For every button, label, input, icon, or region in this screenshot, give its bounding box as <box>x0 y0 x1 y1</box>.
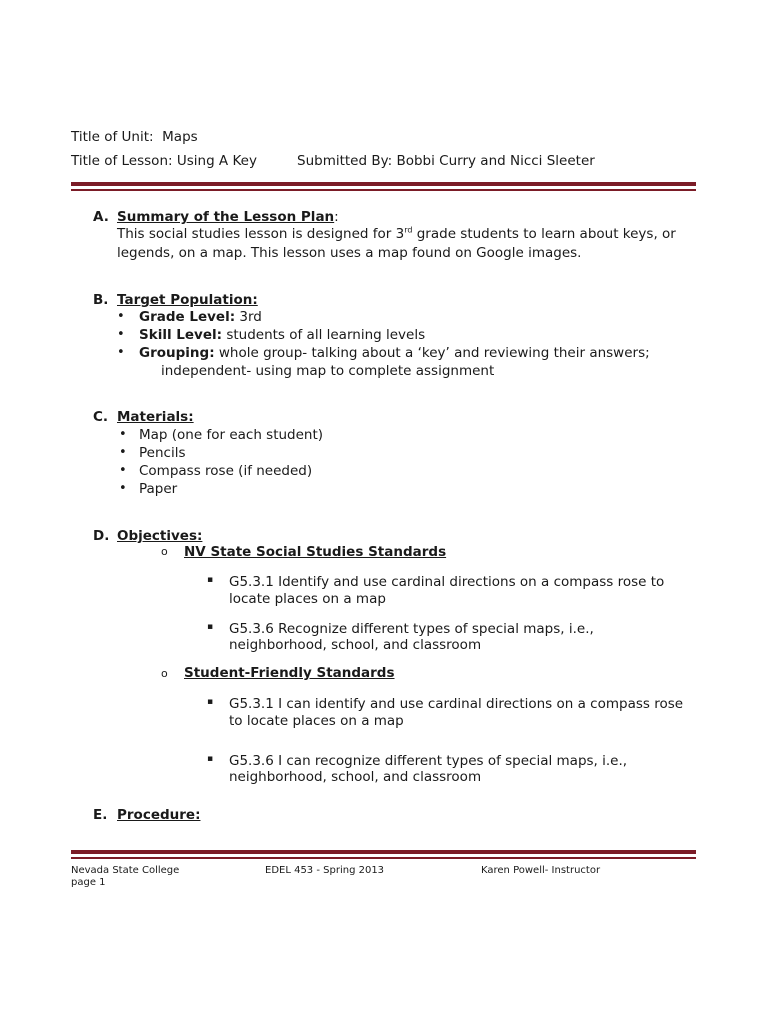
submitted-by-label: Submitted By: <box>297 153 393 169</box>
material-item: Map (one for each student) <box>139 427 324 443</box>
grouping-label: Grouping: <box>139 345 215 361</box>
list-item-grade-level <box>139 309 262 325</box>
section-a-colon: : <box>334 209 339 225</box>
objective-line: G5.3.1 Identify and use cardinal directions on a compass rose to <box>229 574 665 590</box>
submitted-by-value: Bobbi Curry and Nicci Sleeter <box>396 153 595 169</box>
header-rule-thin <box>71 189 696 191</box>
circle-bullet-icon: o <box>161 545 168 558</box>
objective-line: locate places on a map <box>229 591 386 607</box>
section-c-heading: Materials: <box>117 409 194 425</box>
footer-rule-thick <box>71 850 696 854</box>
list-item-grouping <box>139 345 650 361</box>
section-d-letter: D. <box>93 528 110 544</box>
summary-line-2: legends, on a map. This lesson uses a map found on Google images. <box>117 245 582 261</box>
section-c-letter: C. <box>93 409 109 425</box>
lesson-title-value: Using A Key <box>176 153 257 169</box>
section-e-heading: Procedure: <box>117 807 201 823</box>
summary-line-1-after: grade students to learn about keys, or <box>412 226 676 242</box>
bullet-icon: • <box>117 345 125 360</box>
objective-line: to locate places on a map <box>229 713 404 729</box>
footer-instructor: Karen Powell- Instructor <box>481 865 601 876</box>
summary-line-1-sup: rd <box>404 225 413 235</box>
bullet-icon: • <box>119 427 127 442</box>
square-bullet-icon: ▪ <box>207 754 214 764</box>
submitted-by <box>297 153 595 169</box>
section-a-heading-wrap <box>117 209 339 225</box>
objective-line: neighborhood, school, and classroom <box>229 769 482 785</box>
objective-line: G5.3.1 I can identify and use cardinal directions on a compass rose <box>229 696 684 712</box>
objective-line: G5.3.6 Recognize different types of special maps, i.e., <box>229 621 594 637</box>
grouping-continuation: independent- using map to complete assignment <box>161 363 495 379</box>
lesson-title <box>71 153 257 169</box>
bullet-icon: • <box>119 481 127 496</box>
unit-title-value: Maps <box>162 129 198 145</box>
header-rule-thick <box>71 182 696 186</box>
section-b-letter: B. <box>93 292 109 308</box>
grade-level-text: 3rd <box>235 309 262 325</box>
section-a-letter: A. <box>93 209 109 225</box>
lesson-title-label: Title of Lesson: <box>71 153 173 169</box>
square-bullet-icon: ▪ <box>207 622 214 632</box>
skill-level-text: students of all learning levels <box>222 327 426 343</box>
material-item: Pencils <box>139 445 186 461</box>
skill-level-label: Skill Level: <box>139 327 223 343</box>
square-bullet-icon: ▪ <box>207 697 214 707</box>
summary-line-1-before: This social studies lesson is designed for 3 <box>117 226 405 242</box>
footer-course: EDEL 453 - Spring 2013 <box>265 865 385 876</box>
objectives-group-title: NV State Social Studies Standards <box>184 544 447 560</box>
footer-rule-thin <box>71 857 696 859</box>
material-item: Compass rose (if needed) <box>139 463 313 479</box>
footer-college: Nevada State College <box>71 865 180 876</box>
grouping-text: whole group- talking about a ‘key’ and reviewing their answers; <box>214 345 650 361</box>
material-item: Paper <box>139 481 178 497</box>
footer-page-number: page 1 <box>71 877 106 888</box>
objective-line: G5.3.6 I can recognize different types of special maps, i.e., <box>229 753 628 769</box>
section-a-heading: Summary of the Lesson Plan <box>117 209 335 225</box>
section-e-letter: E. <box>93 807 108 823</box>
square-bullet-icon: ▪ <box>207 575 214 585</box>
summary-line-1 <box>117 226 676 242</box>
objective-line: neighborhood, school, and classroom <box>229 637 482 653</box>
bullet-icon: • <box>119 463 127 478</box>
bullet-icon: • <box>117 309 125 324</box>
bullet-icon: • <box>119 445 127 460</box>
bullet-icon: • <box>117 327 125 342</box>
circle-bullet-icon: o <box>161 667 168 680</box>
grade-level-label: Grade Level: <box>139 309 236 325</box>
unit-title-label: Title of Unit: <box>71 129 154 145</box>
section-d-heading: Objectives: <box>117 528 203 544</box>
objectives-group-title: Student-Friendly Standards <box>184 665 395 681</box>
list-item-skill-level <box>139 327 425 343</box>
unit-title <box>71 129 198 145</box>
section-b-heading: Target Population: <box>117 292 258 308</box>
